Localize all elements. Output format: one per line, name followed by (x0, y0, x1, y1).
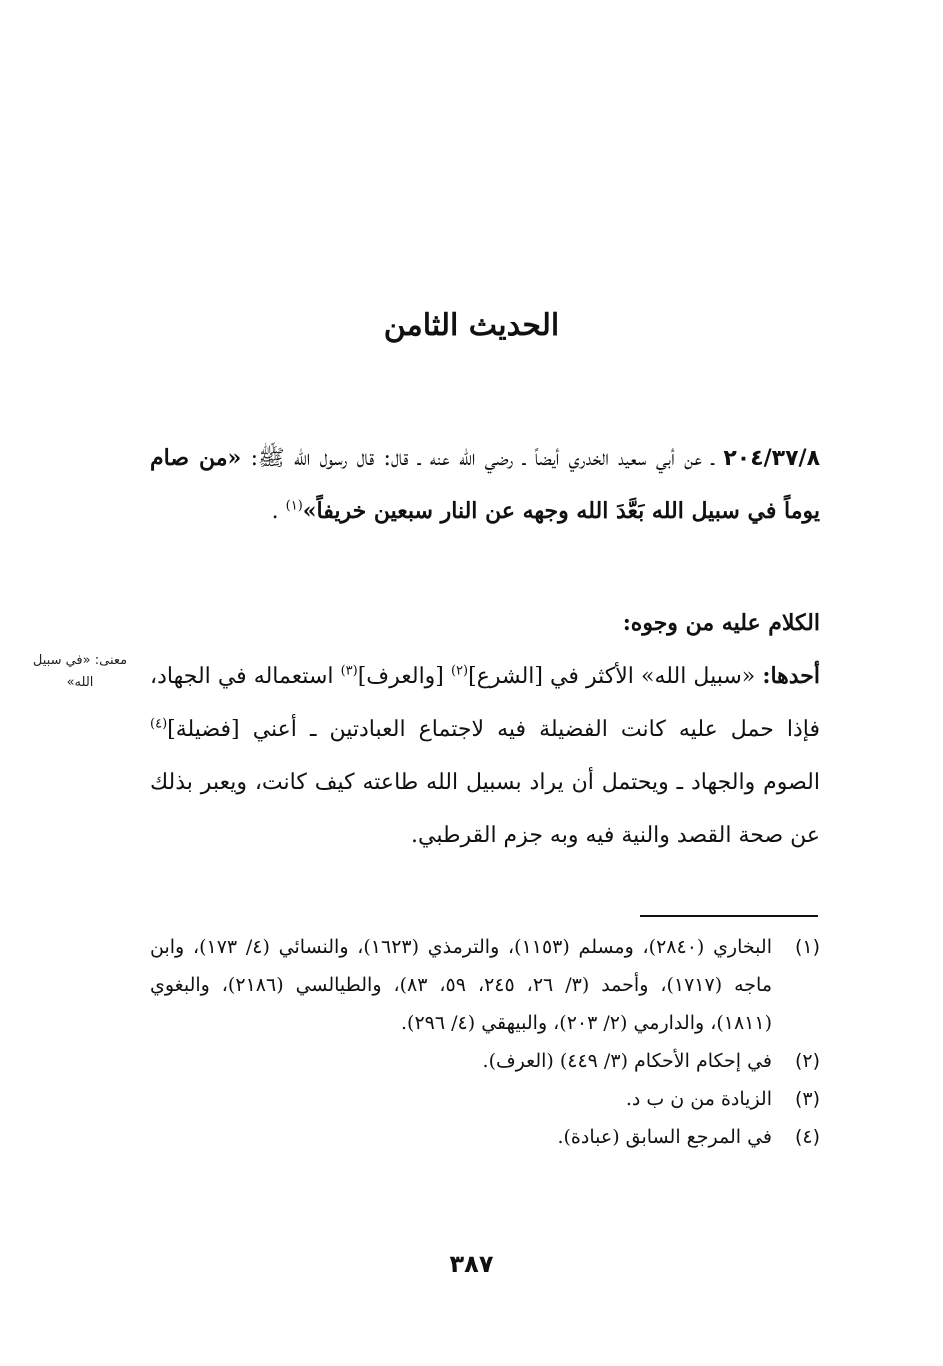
kalam-heading-block (150, 597, 820, 650)
kalam-heading: الكلام عليه من وجوه: (622, 610, 820, 636)
footnote-number: (٣) (794, 1088, 820, 1110)
footnote-number: (٤) (794, 1126, 820, 1148)
page-title: الحديث الثامن (383, 308, 560, 343)
footnote-ref-1: (١) (285, 498, 303, 514)
footnote-text: في إحكام الأحكام (٣/ ٤٤٩) (العرف). (482, 1050, 772, 1072)
footnote-3 (150, 1080, 820, 1118)
footnote-number: (١) (794, 936, 820, 958)
footnote-1 (150, 928, 820, 1042)
first-aspect-part4: الصوم والجهاد ـ ويحتمل أن يراد بسبيل الله طاعته كيف كانت، ويعبر بذلك عن صحة القصد والنية فيه وبه جزم القرطبي. (150, 770, 820, 848)
first-aspect-part2: [والعرف] (357, 664, 451, 689)
hadith-paragraph (150, 432, 820, 538)
footnote-ref-3: (٣) (340, 663, 358, 679)
margin-note: معنى: «في سبيل الله» (32, 653, 128, 690)
footnote-separator (640, 915, 818, 917)
footnote-number: (٢) (794, 1050, 820, 1072)
footnotes (150, 928, 820, 1156)
hadith-end: . (271, 499, 286, 524)
hadith-intro: ـ عن أبي سعيد الخدري أيضاً ـ رضي الله عنه ـ قال: قال رسول الله ﷺ: (241, 446, 724, 471)
footnote-2 (150, 1042, 820, 1080)
hadith-number: ٢٠٤/٣٧/٨ (723, 446, 820, 471)
page-number: ٣٨٧ (449, 1250, 494, 1278)
hadith-quote: «من صام يوماً في سبيل الله بَعَّدَ الله وجهه عن النار سبعين خريفاً» (150, 445, 820, 524)
footnote-text: البخاري (٢٨٤٠)، ومسلم (١١٥٣)، والترمذي (١٦٢٣)، والنسائي (٤/ ١٧٣)، وابن ماجه (١٧١٧)، وأحمد (٣/ ٢٦، ٢٤٥، ٥٩، ٨٣)، والطيالسي (٢١٨٦)، والبغوي (١٨١١)، والدارمي (٢/ ٢٠٣)، والبيهقي (٤/ ٢٩٦). (150, 936, 773, 1034)
footnote-text: في المرجع السابق (عبادة). (557, 1126, 772, 1148)
footnote-ref-2: (٢) (450, 663, 469, 679)
footnote-ref-4: (٤) (150, 716, 168, 732)
footnote-text: الزيادة من ن ب د. (625, 1088, 772, 1110)
first-aspect-paragraph (150, 650, 820, 862)
footnote-4 (150, 1118, 820, 1156)
first-aspect-part1: «سبيل الله» الأكثر في [الشرع] (468, 664, 763, 689)
first-aspect-part3: استعماله في الجهاد، فإذا حمل عليه كانت الفضيلة فيه لاجتماع العبادتين ـ أعني [فضيلة] (150, 664, 820, 742)
first-aspect-label: أحدها: (762, 663, 821, 689)
